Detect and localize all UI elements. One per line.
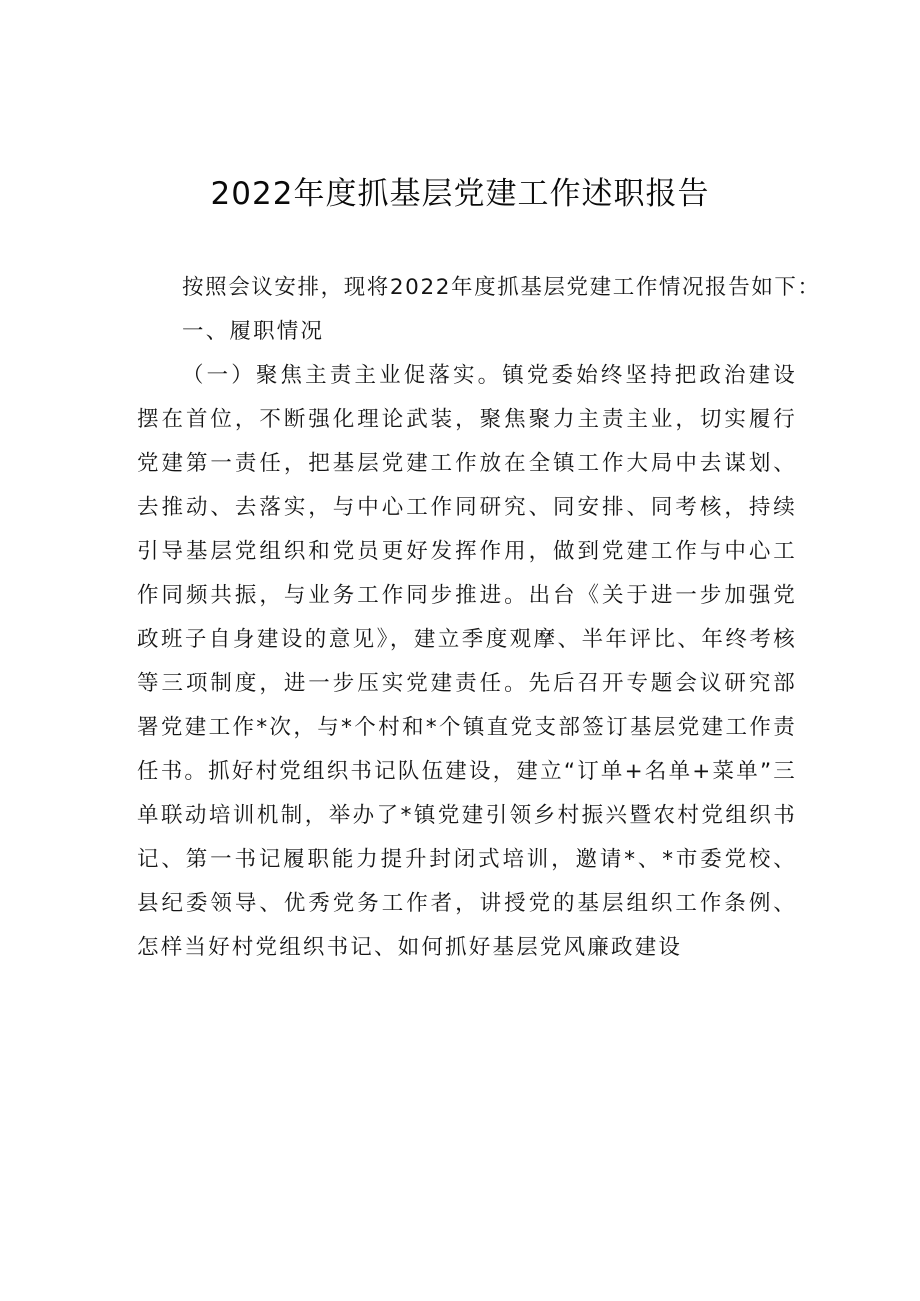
section-heading: 一、履职情况 [182,319,325,344]
document-title: 2022年度抓基层党建工作述职报告 [210,176,710,212]
body-paragraph: （一）聚焦主责主业促落实。镇党委始终坚持把政治建设摆在首位，不断强化理论武装，聚焦聚力主责主业，切实履行党建第一责任，把基层党建工作放在全镇工作大局中去谋划、去推动、去落实，与中心工作同研究、同安排、同考核，持续引导基层党组织和党员更好发挥作用，做到党建工作与中心工作同频共振，与业务工作同步推进。出台《关于进一步加强党政班子自身建设的意见》，建立季度观摩、半年评比、年终考核等三项制度，进一步压实党建责任。先后召开专题会议研究部署党建工作*次，与*个村和*个镇直党支部签订基层党建工作责任书。抓好村党组织书记队伍建设，建立“订单+名单+菜单”三单联动培训机制，举办了*镇党建引领乡村振兴暨农村党组织书记、第一书记履职能力提升封闭式培训，邀请*、*市委党校、县纪委领导、优秀党务工作者，讲授党的基层组织工作条例、怎样当好村党组织书记、如何抓好基层党风廉政建设 [137,363,797,960]
intro-paragraph: 按照会议安排，现将2022年度抓基层党建工作情况报告如下： [182,275,821,300]
